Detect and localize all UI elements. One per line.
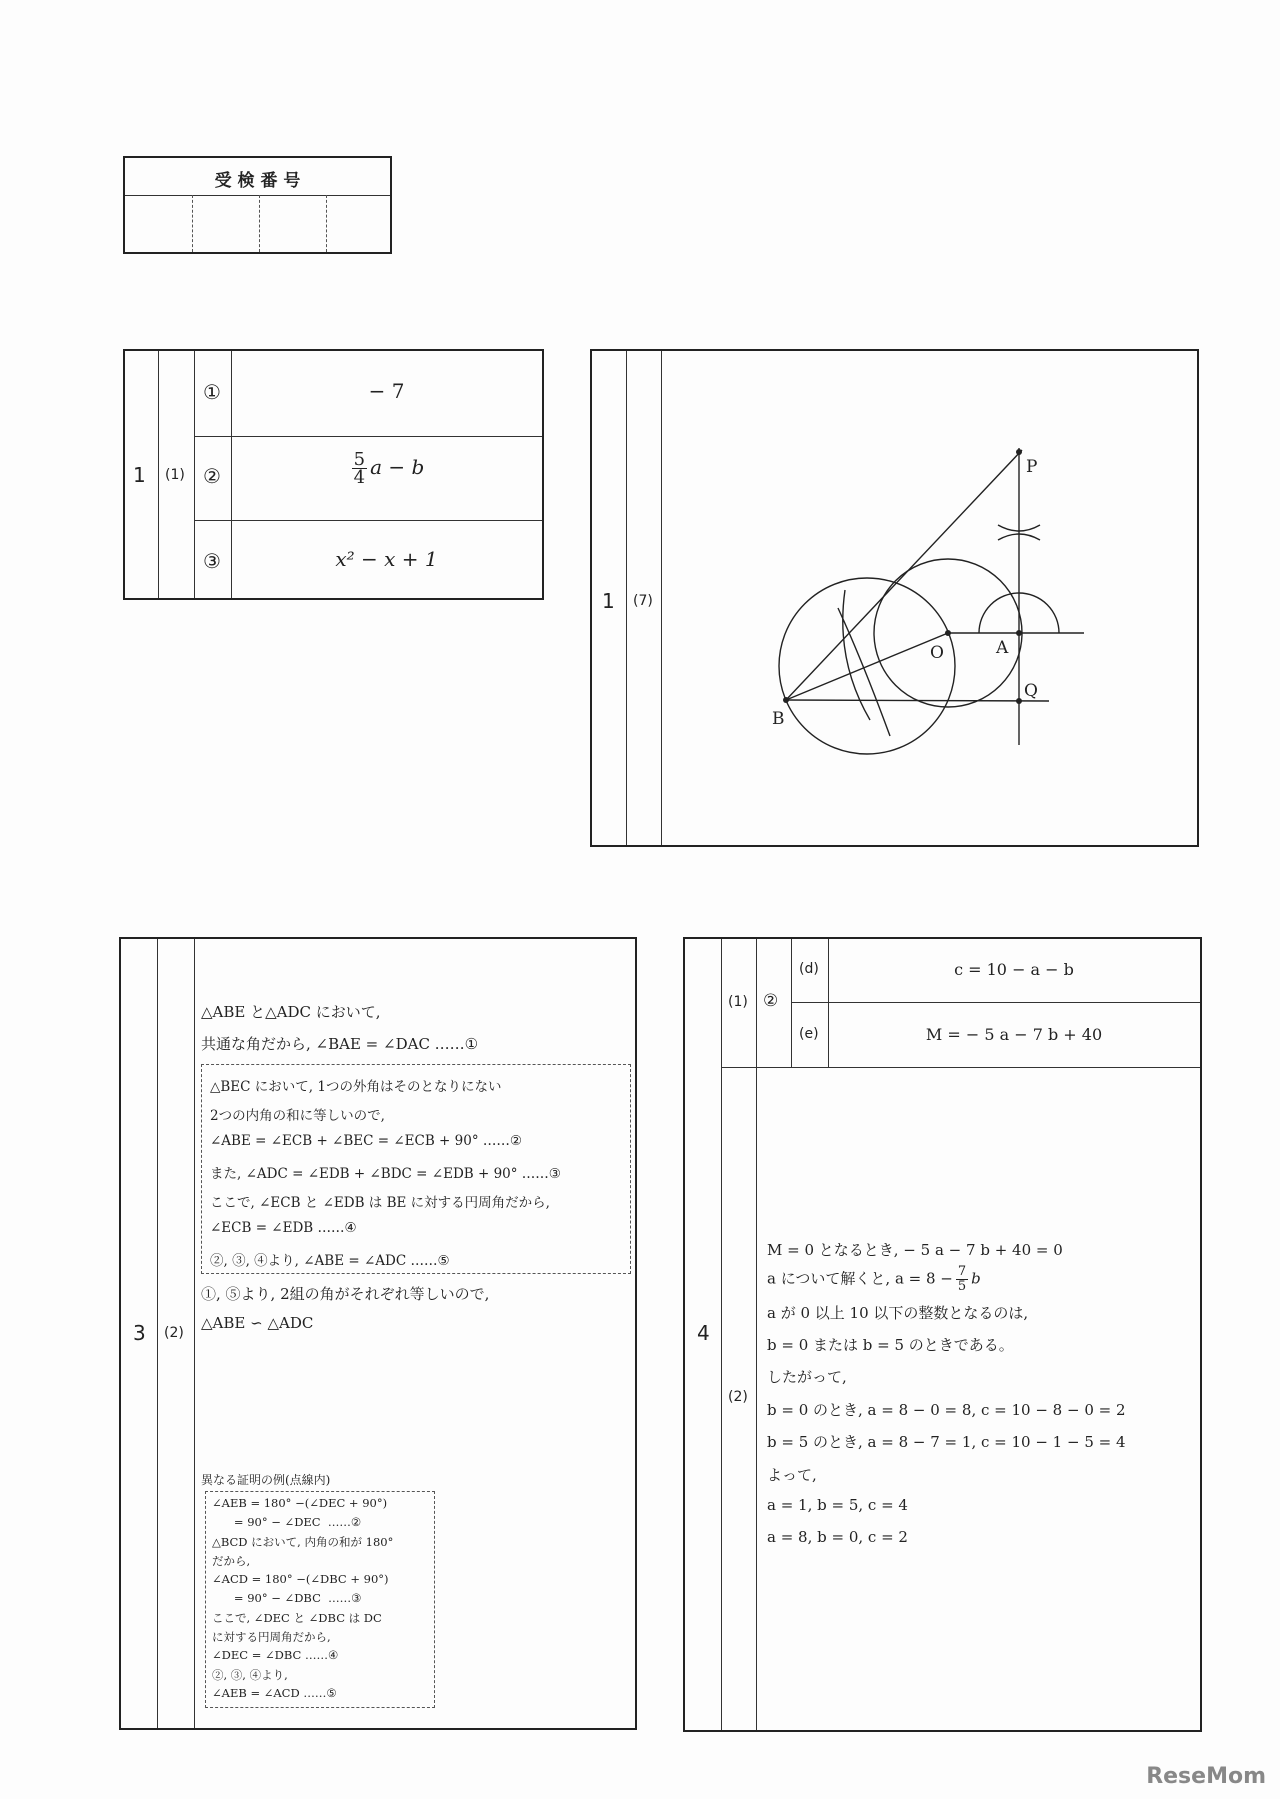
box-line: ∠ABE = ∠ECB + ∠BEC = ∠ECB + 90° ……② (210, 1133, 522, 1149)
solution-line: b = 5 のとき, a = 8 − 7 = 1, c = 10 − 1 − 5 = 4 (767, 1433, 1126, 1451)
solve-text: a について解くと, a = 8 − (767, 1269, 953, 1288)
box-line: △BEC において, 1つの外角はそのとなりにない (210, 1079, 502, 1095)
point-b-label: B (772, 709, 785, 729)
answer-1: − 7 (368, 379, 405, 403)
bisector-arc (838, 608, 890, 736)
box-line: ∠ECB = ∠EDB ……④ (210, 1220, 357, 1236)
solution-line: a = 1, b = 5, c = 4 (767, 1496, 908, 1514)
sub-question: (2) (164, 1325, 184, 1341)
sub-question: (7) (633, 593, 653, 609)
numerator: 5 (353, 449, 366, 470)
sub-question: (1) (728, 994, 748, 1010)
point-o-label: O (930, 643, 944, 663)
line-bo (786, 633, 948, 700)
answer-e: M = − 5 a − 7 b + 40 (925, 1025, 1103, 1044)
point-p-label: P (1026, 457, 1038, 477)
solution-line: a が 0 以上 10 以下の整数となるのは, (767, 1304, 1029, 1322)
dashed-proof-box (201, 1064, 631, 1274)
tangent-line-bp (786, 450, 1022, 700)
question-number: 4 (697, 1321, 710, 1345)
label-e: (e) (799, 1026, 819, 1042)
alt-line: ∠AEB = 180° −(∠DEC + 90°) (212, 1496, 388, 1510)
alt-line: だから, (212, 1554, 251, 1568)
box-line: また, ∠ADC = ∠EDB + ∠BDC = ∠EDB + 90° ……③ (210, 1166, 561, 1182)
solution-line: M = 0 となるとき, − 5 a − 7 b + 40 = 0 (767, 1241, 1063, 1259)
alt-line: ∠AEB = ∠ACD ……⑤ (212, 1686, 337, 1700)
proof-line: △ABE ∽ △ADC (201, 1314, 314, 1332)
solution-line: a = 8, b = 0, c = 2 (767, 1528, 908, 1546)
line-bq (786, 700, 1049, 701)
question-number: 3 (133, 1321, 146, 1345)
box-line: 2つの内角の和に等しいので, (210, 1108, 385, 1124)
solution-line: したがって, (767, 1368, 847, 1386)
item-mark: ② (763, 991, 779, 1011)
sub-question: (1) (165, 467, 185, 483)
q4-box (683, 937, 1202, 1732)
box-line: ②, ③, ④より, ∠ABE = ∠ADC ……⑤ (210, 1253, 450, 1269)
question-number: 1 (133, 463, 146, 487)
solution-line (767, 1265, 981, 1294)
alt-line: △BCD において, 内角の和が 180° (212, 1535, 394, 1549)
alt-proof-box (205, 1491, 435, 1708)
item-mark: ② (203, 464, 221, 488)
alt-line: ∠ACD = 180° −(∠DBC + 90°) (212, 1572, 389, 1586)
alt-line: ②, ③, ④より, (212, 1668, 288, 1682)
frac-tail: b (971, 1269, 981, 1288)
proof-line: 共通な角だから, ∠BAE = ∠DAC ……① (201, 1035, 479, 1053)
item-mark: ① (203, 380, 221, 404)
denominator: 4 (353, 467, 366, 488)
numerator: 7 (957, 1264, 967, 1279)
solution (767, 1239, 1197, 1546)
point-a-label: A (996, 638, 1009, 658)
proof-line: △ABE と△ADC において, (201, 1003, 381, 1021)
proof-line: ①, ⑤より, 2組の角がそれぞれ等しいので, (201, 1285, 490, 1303)
alt-line: ここで, ∠DEC と ∠DBC は DC (212, 1611, 382, 1625)
item-mark: ③ (203, 549, 221, 573)
alt-line: = 90° − ∠DEC ……② (212, 1515, 362, 1529)
label-d: (d) (799, 961, 819, 977)
watermark-logo: ReseMom (1146, 1764, 1266, 1789)
solution-line: よって, (767, 1466, 817, 1484)
solution-line: b = 0 のとき, a = 8 − 0 = 8, c = 10 − 8 − 0 = 2 (767, 1401, 1126, 1419)
alt-line: = 90° − ∠DBC ……③ (212, 1591, 362, 1605)
question-number: 1 (602, 589, 615, 613)
answer-3: x² − x + 1 (335, 547, 438, 571)
q3-box (119, 937, 637, 1730)
sub-question: (2) (728, 1389, 748, 1405)
alt-line: ∠DEC = ∠DBC ……④ (212, 1648, 339, 1662)
answer-rest: a − b (370, 455, 425, 479)
exam-number-label: 受 検 番 号 (214, 171, 301, 191)
point-q-label: Q (1024, 681, 1038, 701)
alt-line: に対する円周角だから, (212, 1630, 331, 1644)
solution-line: b = 0 または b = 5 のときである。 (767, 1336, 1014, 1354)
box-line: ここで, ∠ECB と ∠EDB は BE に対する円周角だから, (210, 1195, 550, 1211)
denominator: 5 (957, 1279, 967, 1294)
answer-d: c = 10 − a − b (954, 960, 1074, 979)
proof (201, 1001, 631, 1701)
alt-proof-title: 異なる証明の例(点線内) (201, 1473, 331, 1487)
